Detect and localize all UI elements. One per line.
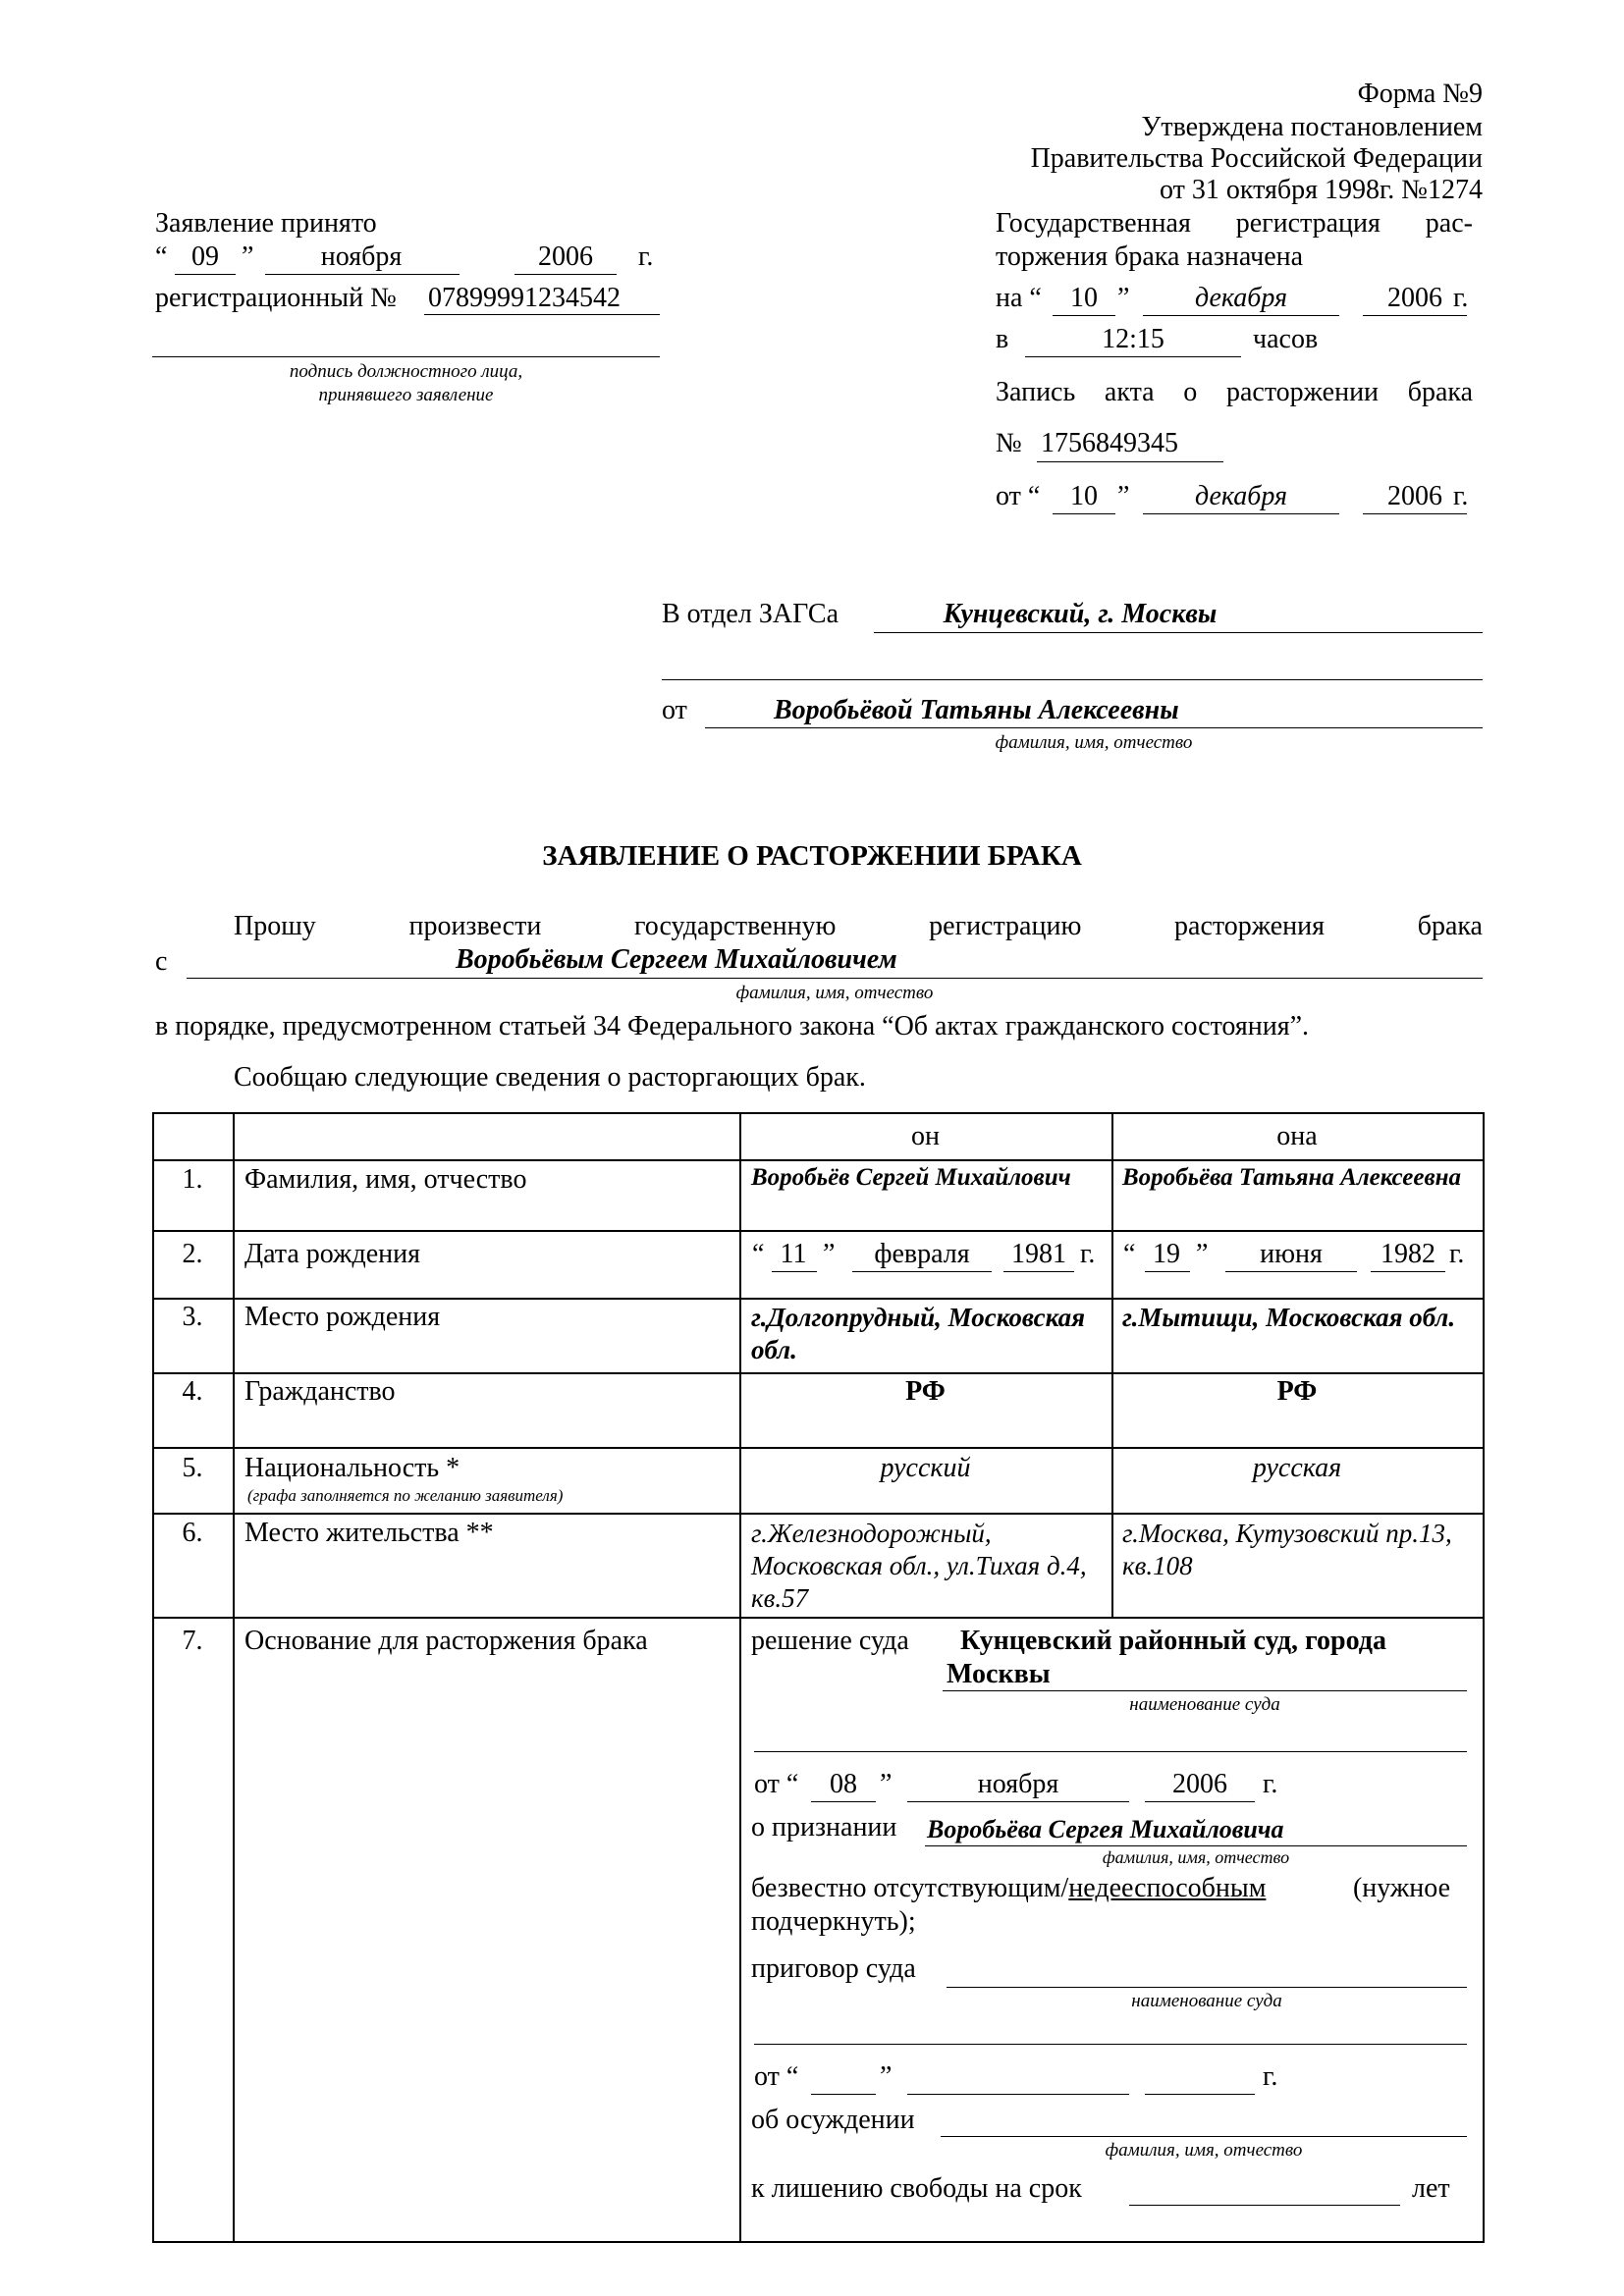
accepted-day-line [175, 274, 236, 275]
he-nationality: русский [880, 1453, 971, 1483]
record-number: 1756849345 [1041, 428, 1178, 458]
accepted-day: 09 [191, 241, 219, 272]
column-she: она [1276, 1121, 1318, 1151]
status-text [751, 1873, 1266, 1904]
column-he: он [911, 1121, 940, 1151]
accepted-title: Заявление принято [155, 208, 377, 239]
registration-time-line [1025, 356, 1241, 357]
she-dob-day-line [1145, 1271, 1190, 1272]
table-border-top [152, 1112, 1485, 1114]
table-row-line [152, 1298, 1485, 1300]
table-row-line [152, 1447, 1485, 1449]
record-label: Запись акта о расторжении брака [996, 377, 1473, 407]
document-title: ЗАЯВЛЕНИЕ О РАСТОРЖЕНИИ БРАКА [542, 840, 1082, 872]
registration-line-1: Государственная регистрация рас- [996, 208, 1473, 239]
record-number-label: № [996, 428, 1022, 458]
request-word: произвести [408, 911, 542, 941]
record-number-line [1037, 461, 1223, 462]
court-decision-label: решение суда [751, 1626, 909, 1656]
accepted-month-line [265, 274, 460, 275]
he-dob-month-line [852, 1271, 992, 1272]
accepted-year: 2006 [538, 241, 593, 272]
deprivation-term-line [1129, 2205, 1400, 2206]
sentence-caption: наименование суда [1131, 1991, 1282, 2011]
accepted-reg-line [424, 314, 660, 315]
nationality-note: (графа заполняется по желанию заявителя) [247, 1486, 564, 1505]
table-row-line [152, 1230, 1485, 1232]
table-border-left [152, 1112, 154, 2243]
recognized-person: Воробьёва Сергея Михайловича [927, 1815, 1284, 1843]
he-full-name: Воробьёв Сергей Михайлович [751, 1164, 1071, 1191]
applicant-name: Воробьёвой Татьяны Алексеевны [774, 695, 1179, 725]
table-row-line [152, 1513, 1485, 1515]
row-label: Место рождения [244, 1302, 441, 1332]
accepted-quote-open: “ [155, 241, 168, 272]
record-quote-close: ” [1117, 481, 1130, 511]
registration-hours-label: часов [1253, 324, 1319, 354]
court-name-line-1: Кунцевский районный суд, города [960, 1626, 1386, 1656]
he-dob-quote-close: ” [823, 1239, 836, 1269]
conviction-caption: фамилия, имя, отчество [1105, 2140, 1303, 2161]
registration-day-line [1053, 315, 1115, 316]
sentence-year-suffix: г. [1263, 2061, 1278, 2092]
row-label: Национальность * [244, 1453, 460, 1483]
recognition-label: о признании [751, 1812, 897, 1842]
registration-quote-close: ” [1117, 283, 1130, 313]
he-dob-month: февраля [874, 1239, 970, 1269]
row-label: Гражданство [244, 1376, 396, 1407]
years-label: лет [1412, 2173, 1450, 2204]
spouse-line [187, 978, 1483, 979]
recognized-person-line [925, 1845, 1467, 1846]
she-dob-month-line [1225, 1271, 1357, 1272]
row-number: 2. [182, 1239, 203, 1269]
with-label: с [155, 946, 168, 977]
row-label: Основание для расторжения брака [244, 1626, 648, 1656]
decision-quote-close: ” [880, 1769, 893, 1799]
decision-year: 2006 [1172, 1769, 1227, 1799]
table-row-line [152, 1372, 1485, 1374]
row-number: 1. [182, 1164, 203, 1195]
request-word: Прошу [234, 911, 316, 941]
approval-line-1: Утверждена постановлением [1141, 112, 1483, 142]
row-number: 6. [182, 1518, 203, 1548]
she-birthplace: г.Мытищи, Московская обл. [1122, 1303, 1456, 1332]
decision-month-line [907, 1801, 1129, 1802]
sentence-label: приговор суда [751, 1953, 916, 1984]
registration-month: декабря [1194, 283, 1288, 313]
she-full-name: Воробьёва Татьяна Алексеевна [1122, 1164, 1461, 1191]
registration-time: 12:15 [1102, 324, 1164, 354]
applicant-caption: фамилия, имя, отчество [995, 732, 1193, 753]
row-number: 5. [182, 1453, 203, 1483]
he-dob-year: 1981 [1011, 1239, 1066, 1269]
law-sentence: в порядке, предусмотренном статьей 34 Федерального закона “Об актах гражданского состояния”. [155, 1011, 1310, 1041]
conviction-line [941, 2136, 1467, 2137]
court-extra-line [754, 1751, 1467, 1752]
request-word: брака [1417, 911, 1483, 941]
zags-label: В отдел ЗАГСа [662, 599, 839, 629]
table-row-line [152, 1159, 1485, 1161]
registration-year-suffix: г. [1453, 283, 1469, 313]
she-dob-year: 1982 [1380, 1239, 1435, 1269]
signature-caption-2: принявшего заявление [318, 385, 494, 405]
sentence-extra-line [754, 2044, 1467, 2045]
signature-line [152, 356, 660, 357]
approval-line-3: от 31 октября 1998г. №1274 [1159, 175, 1483, 205]
record-month-line [1143, 513, 1339, 514]
request-word: расторжения [1174, 911, 1326, 941]
decision-day: 08 [830, 1769, 857, 1799]
court-name-line [943, 1690, 1467, 1691]
decision-ot-label: от “ [754, 1769, 799, 1799]
record-year-suffix: г. [1453, 481, 1469, 511]
underline-hint: подчеркнуть); [751, 1906, 916, 1937]
he-citizenship: РФ [905, 1376, 946, 1407]
table-divider [739, 1112, 741, 2243]
she-residence: г.Москва, Кутузовский пр.13, кв.108 [1122, 1519, 1452, 1580]
registration-year: 2006 [1387, 283, 1442, 313]
zags-office: Кунцевский, г. Москвы [943, 599, 1218, 629]
registration-year-line [1363, 315, 1467, 316]
decision-year-suffix: г. [1263, 1769, 1278, 1799]
she-citizenship: РФ [1276, 1376, 1318, 1407]
she-dob-year-line [1371, 1271, 1445, 1272]
conviction-label: об осуждении [751, 2105, 915, 2135]
record-day-line [1053, 513, 1115, 514]
she-dob-day: 19 [1153, 1239, 1180, 1269]
registration-day: 10 [1070, 283, 1098, 313]
sentence-year-line [1145, 2094, 1255, 2095]
applicant-line [705, 727, 1483, 728]
registration-na-label: на “ [996, 283, 1042, 313]
sentence-quote-close: ” [880, 2061, 893, 2092]
record-ot-label: от “ [996, 481, 1041, 511]
court-caption: наименование суда [1129, 1694, 1280, 1715]
she-dob-g: г. [1449, 1239, 1465, 1269]
table-border-right [1483, 1112, 1485, 2243]
she-dob-month: июня [1260, 1239, 1323, 1269]
accepted-year-suffix: г. [638, 241, 654, 272]
request-word: регистрацию [929, 911, 1082, 941]
accepted-quote-close: ” [242, 241, 254, 272]
record-month: декабря [1194, 481, 1288, 511]
accepted-month: ноября [320, 241, 403, 272]
form-number: Форма №9 [1357, 79, 1483, 109]
sentence-court-line [947, 1987, 1467, 1988]
registration-line-2: торжения брака назначена [996, 241, 1304, 272]
table-divider [233, 1112, 235, 2243]
info-sentence: Сообщаю следующие сведения о расторгающих брак. [234, 1062, 866, 1093]
accepted-reg-number: 07899991234542 [428, 283, 621, 313]
approval-line-2: Правительства Российской Федерации [1030, 143, 1483, 174]
decision-day-line [811, 1801, 876, 1802]
accepted-reg-label: регистрационный № [155, 283, 397, 313]
registration-month-line [1143, 315, 1339, 316]
decision-year-line [1145, 1801, 1255, 1802]
request-word: государственную [633, 911, 837, 941]
she-nationality: русская [1252, 1453, 1342, 1483]
court-name-line-2: Москвы [947, 1659, 1051, 1689]
missing-option: безвестно отсутствующим/ [751, 1873, 1069, 1903]
he-residence: г.Железнодорожный, Московская обл., ул.Тихая д.4, кв.57 [751, 1519, 1087, 1613]
status-line [751, 1873, 1450, 1904]
he-birthplace: г.Долгопрудный, Московская обл. [751, 1303, 1086, 1364]
table-border-bottom [152, 2241, 1485, 2243]
deprivation-label: к лишению свободы на срок [751, 2173, 1082, 2204]
sentence-day-line [811, 2094, 876, 2095]
incapable-option: недееспособным [1068, 1873, 1267, 1903]
she-dob-quote-open: “ [1123, 1239, 1136, 1269]
record-year: 2006 [1387, 481, 1442, 511]
he-dob-g: г. [1080, 1239, 1096, 1269]
zags-office-line [874, 632, 1483, 633]
he-dob-year-line [1003, 1271, 1074, 1272]
registration-v-label: в [996, 324, 1009, 354]
request-line [234, 911, 1483, 942]
decision-month: ноября [977, 1769, 1059, 1799]
needed-hint: (нужное [1352, 1873, 1450, 1903]
he-dob-day-line [772, 1271, 817, 1272]
row-number: 7. [182, 1626, 203, 1656]
record-year-line [1363, 513, 1467, 514]
row-label: Место жительства ** [244, 1518, 494, 1548]
spouse-caption: фамилия, имя, отчество [735, 983, 934, 1003]
row-label: Дата рождения [244, 1239, 420, 1269]
from-label: от [662, 695, 687, 725]
table-row-line [152, 1617, 1485, 1619]
he-dob-day: 11 [780, 1239, 807, 1269]
he-dob-quote-open: “ [752, 1239, 765, 1269]
sentence-ot-label: от “ [754, 2061, 799, 2092]
row-label: Фамилия, имя, отчество [244, 1164, 527, 1195]
recognized-person-caption: фамилия, имя, отчество [1102, 1847, 1290, 1867]
table-divider [1111, 1112, 1113, 1617]
record-day: 10 [1070, 481, 1098, 511]
sentence-month-line [907, 2094, 1129, 2095]
row-number: 3. [182, 1302, 203, 1332]
zags-extra-line [662, 679, 1483, 680]
accepted-year-line [514, 274, 617, 275]
signature-caption-1: подпись должностного лица, [289, 361, 523, 382]
row-number: 4. [182, 1376, 203, 1407]
spouse-name: Воробьёвым Сергеем Михайловичем [456, 944, 897, 975]
she-dob-quote-close: ” [1196, 1239, 1209, 1269]
